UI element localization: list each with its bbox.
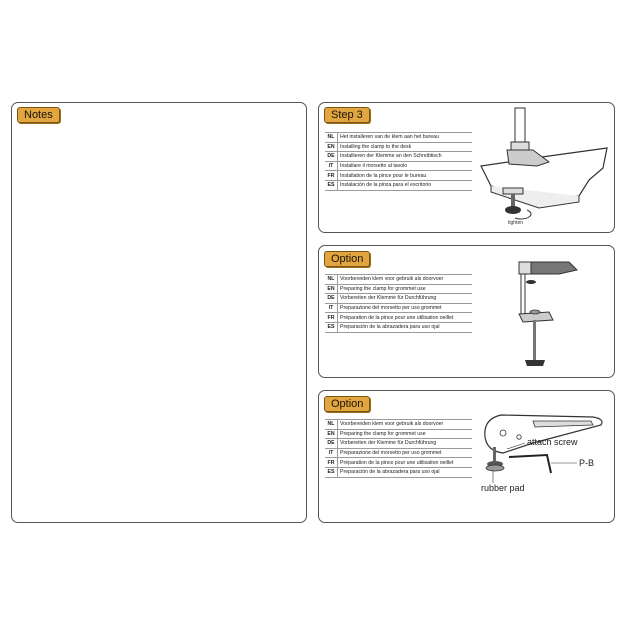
language-text: Instalación de la pinza para el escritorio xyxy=(338,180,473,190)
language-text: Voorbereiden klem voor gebruik als doorvoer xyxy=(338,275,473,285)
language-text: Preparing the clamp for grommet use xyxy=(338,284,473,294)
language-code: IT xyxy=(325,303,338,313)
language-row xyxy=(325,467,472,477)
language-text: Installation de la pince pour le bureau xyxy=(338,171,473,181)
language-row xyxy=(325,133,472,143)
language-code: NL xyxy=(325,133,338,143)
language-code: NL xyxy=(325,275,338,285)
language-row xyxy=(325,161,472,171)
language-text: Preparazione del morsetto per uso grommet xyxy=(338,303,473,313)
language-code: DE xyxy=(325,152,338,162)
rubber-pad-illustration xyxy=(473,397,613,507)
language-row xyxy=(325,180,472,190)
language-text: Preparing the clamp for grommet use xyxy=(338,429,473,439)
step3-rows xyxy=(325,133,472,191)
language-row xyxy=(325,294,472,304)
language-code: EN xyxy=(325,142,338,152)
language-row xyxy=(325,458,472,468)
option1-rows xyxy=(325,275,472,333)
desk-clamp-illustration xyxy=(479,106,609,231)
language-row xyxy=(325,171,472,181)
language-row xyxy=(325,429,472,439)
language-row xyxy=(325,313,472,323)
option1-panel xyxy=(318,245,615,378)
language-text: Preparación de la abrazadera para uso ojal xyxy=(338,467,473,477)
language-row xyxy=(325,303,472,313)
notes-panel xyxy=(11,102,307,523)
attach-screw-label: attach screw xyxy=(527,437,578,447)
language-text: Préparation de la pince pour une utilisation oeillet xyxy=(338,458,473,468)
language-row xyxy=(325,275,472,285)
language-code: DE xyxy=(325,294,338,304)
language-row xyxy=(325,284,472,294)
language-row xyxy=(325,420,472,430)
language-text: Vorbereiten der Klemme für Durchführung xyxy=(338,294,473,304)
option2-title: Option xyxy=(324,396,370,412)
language-code: IT xyxy=(325,161,338,171)
pb-label: P-B xyxy=(579,458,595,468)
language-code: FR xyxy=(325,458,338,468)
option2-language-table xyxy=(325,419,472,478)
language-code: ES xyxy=(325,322,338,332)
language-text: Preparazione del morsetto per uso grommet xyxy=(338,448,473,458)
rubber-pad-label: rubber pad xyxy=(481,483,525,493)
language-text: Preparación de la abrazadera para uso ojal xyxy=(338,322,473,332)
language-code: EN xyxy=(325,284,338,294)
language-row xyxy=(325,322,472,332)
step3-panel xyxy=(318,102,615,233)
language-row xyxy=(325,142,472,152)
language-text: Vorbereiten der Klemme für Durchführung xyxy=(338,439,473,449)
language-row xyxy=(325,448,472,458)
option1-language-table xyxy=(325,274,472,333)
language-text: Préparation de la pince pour une utilisation oeillet xyxy=(338,313,473,323)
step3-title: Step 3 xyxy=(324,107,370,123)
notes-title: Notes xyxy=(17,107,60,123)
language-code: IT xyxy=(325,448,338,458)
language-text: Het installeren van de klem aan het bureau xyxy=(338,133,473,143)
language-text: Voorbereiden klem voor gebruik als doorvoer xyxy=(338,420,473,430)
language-code: ES xyxy=(325,180,338,190)
language-code: FR xyxy=(325,171,338,181)
step3-language-table xyxy=(325,132,472,191)
option1-title: Option xyxy=(324,251,370,267)
language-row xyxy=(325,152,472,162)
grommet-clamp-illustration xyxy=(499,254,589,374)
language-text: Installing the clamp to the desk xyxy=(338,142,473,152)
language-row xyxy=(325,439,472,449)
tighten-label: tighten xyxy=(508,220,524,226)
language-text: Installare il morsetto al tavolo xyxy=(338,161,473,171)
language-code: EN xyxy=(325,429,338,439)
language-code: NL xyxy=(325,420,338,430)
option2-panel xyxy=(318,390,615,523)
language-code: DE xyxy=(325,439,338,449)
language-code: FR xyxy=(325,313,338,323)
option2-rows xyxy=(325,420,472,478)
language-code: ES xyxy=(325,467,338,477)
language-text: Installieren der Klemme an den Schreibtisch xyxy=(338,152,473,162)
